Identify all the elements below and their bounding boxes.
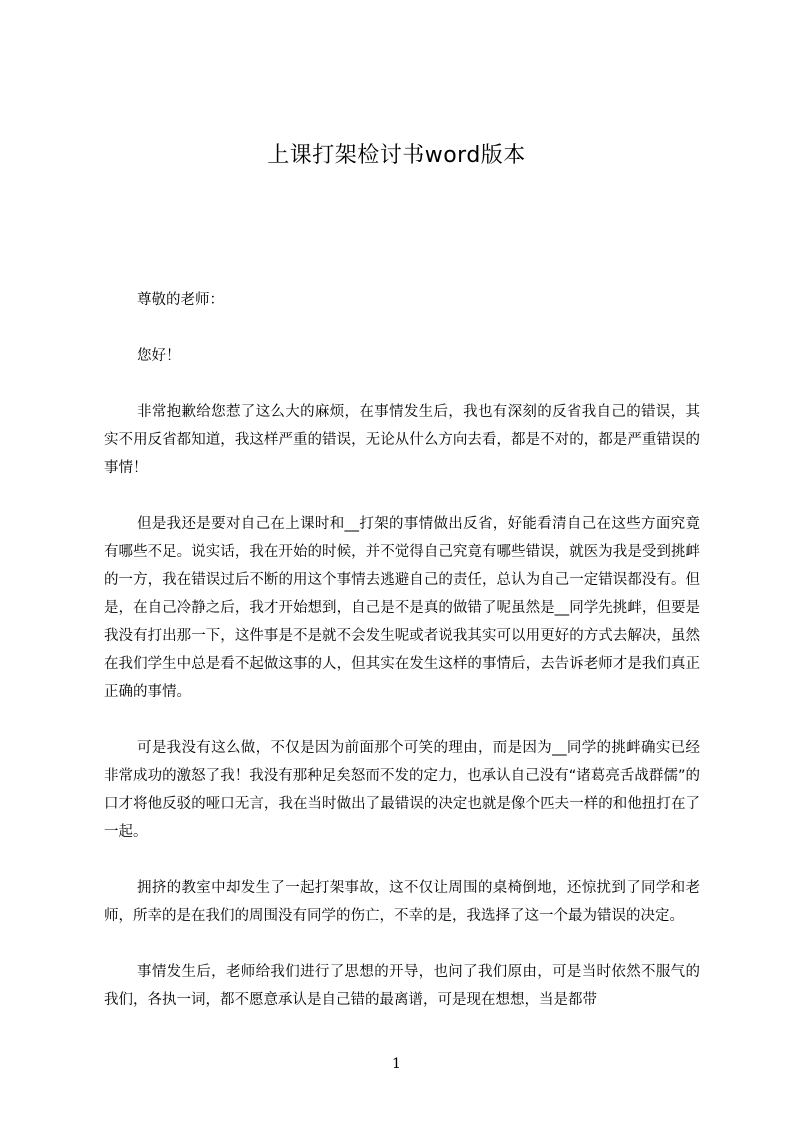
document-body (104, 286, 700, 1042)
body-paragraph-3: 可是我没有这么做，不仅是因为前面那个可笑的理由，而是因为__同学的挑衅确实已经非常成功的激怒了我！我没有那种足矣怒而不发的定力，也承认自己没有“诸葛亮舌战群儒”的口才将他反驳的哑口无言，我在当时做出了最错误的决定也就是像个匹夫一样的和他扭打在了一起。 (104, 740, 700, 840)
body-paragraph-4: 拥挤的教室中却发生了一起打架事故，这不仅让周围的桌椅倒地，还惊扰到了同学和老师，所幸的是在我们的周围没有同学的伤亡，不幸的是，我选择了这一个最为错误的决定。 (104, 880, 700, 924)
page-number: 1 (392, 1056, 401, 1072)
body-paragraph-2: 但是我还是要对自己在上课时和__打架的事情做出反省，好能看清自己在这些方面究竟有哪些不足。说实话，我在开始的时候，并不觉得自己究竟有哪些错误，就医为我是受到挑衅的一方，我在错误过后不断的用这个事情去逃避自己的责任，总认为自己一定错误都没有。但是，在自己冷静之后，我才开始想到，自己是不是真的做错了呢虽然是__同学先挑衅，但要是我没有打出那一下，这件事是不是就不会发生呢或者说我其实可以用更好的方式去解决，虽然在我们学生中总是看不起做这事的人，但其实在发生这样的事情后，去告诉老师才是我们真正正确的事情。 (104, 516, 700, 700)
body-paragraph-1: 非常抱歉给您惹了这么大的麻烦，在事情发生后，我也有深刻的反省我自己的错误，其实不用反省都知道，我这样严重的错误，无论从什么方向去看，都是不对的，都是严重错误的事情！ (104, 404, 700, 476)
body-paragraph-5: 事情发生后，老师给我们进行了思想的开导，也问了我们原由，可是当时依然不服气的我们，各执一词，都不愿意承认是自己错的最离谱，可是现在想想，当是都带 (104, 964, 700, 1008)
salutation: 尊敬的老师： (137, 292, 224, 308)
document-title: 上课打架检讨书word版本 (267, 143, 526, 168)
greeting: 您好！ (137, 348, 181, 364)
